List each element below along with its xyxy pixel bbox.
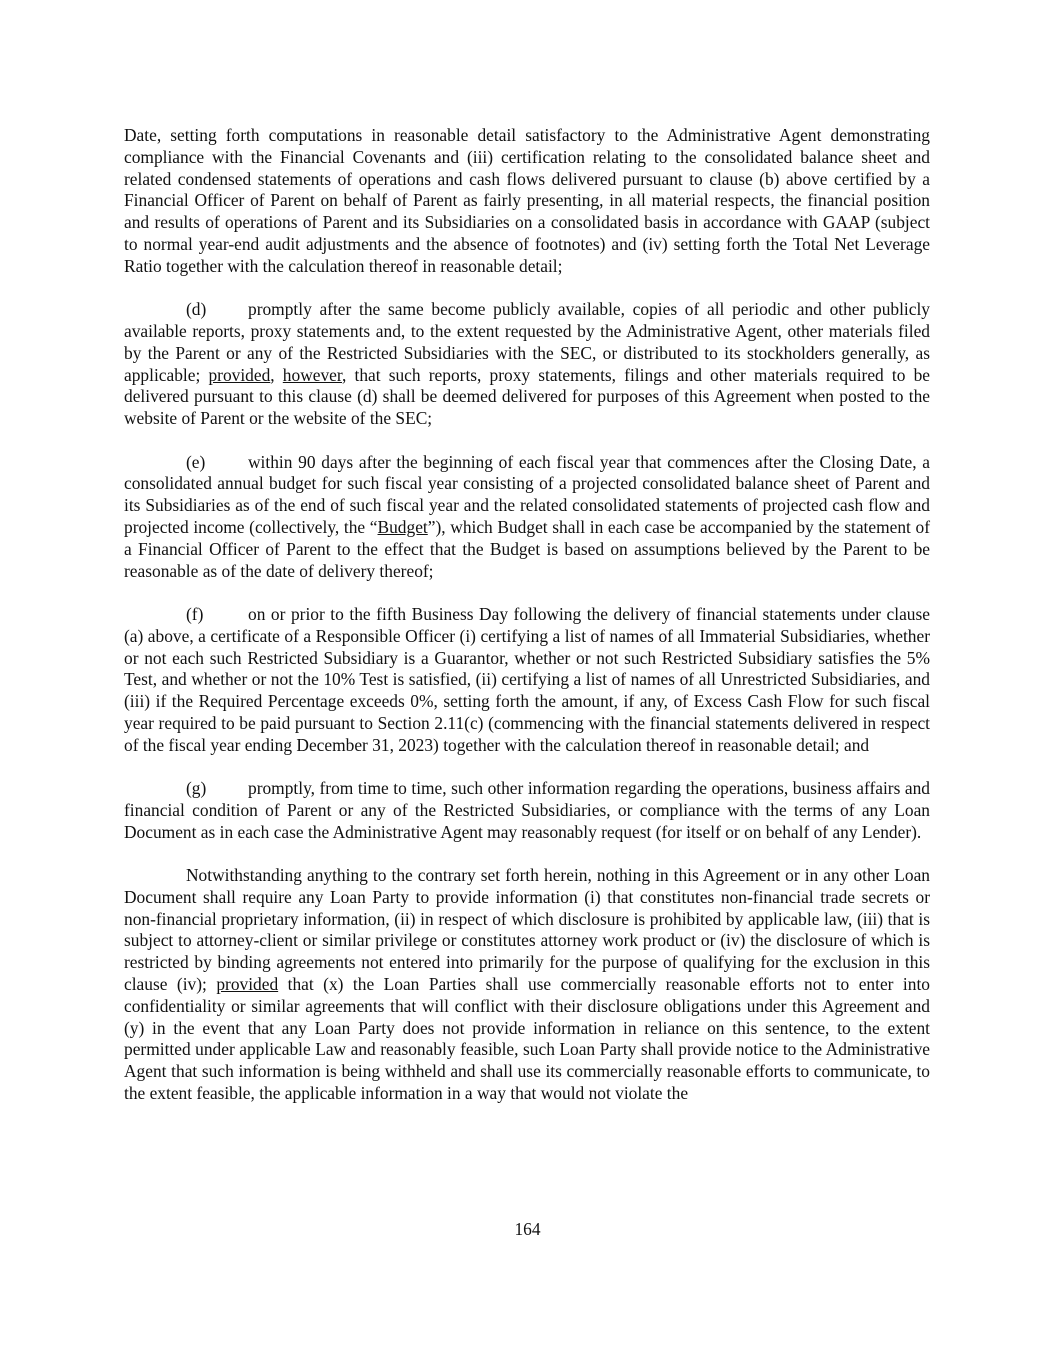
paragraph-clause-e	[124, 452, 930, 583]
clause-label-g: (g)	[186, 778, 207, 799]
page-number: 164	[514, 1219, 541, 1239]
paragraph-notwithstanding	[124, 865, 930, 1105]
paragraph-clause-f	[124, 604, 930, 757]
clause-d-separator: ,	[270, 364, 283, 385]
clause-e-text-1: within 90 days after the beginning of each fiscal year that commences after the Closing Date, a consolidated annual budget for such fiscal year consisting of a projected consolidated balance sheet of Parent and its Subsidiaries as of the end of such fiscal year and the related consolidated statements of projected cash flow and projected income (collectively, the “	[124, 451, 930, 537]
clause-d-text-1: promptly after the same become publicly available, copies of all periodic and other publicly available reports, proxy statements and, to the extent requested by the Administrative Agent, other materials filed by the Parent or any of the Restricted Subsidiaries with the SEC, or distributed to its stockholders generally, as applicable;	[124, 299, 930, 385]
paragraph-continuation	[124, 125, 930, 278]
clause-e-text-2: ”), which Budget shall in each case be accompanied by the statement of a Financial Officer of Parent to the effect that the Budget is based on assumptions believed by the Parent to be reasonable as of the date of delivery thereof;	[124, 516, 931, 581]
underlined-term-provided: provided	[208, 364, 271, 385]
notwithstanding-text-2: that (x) the Loan Parties shall use commercially reasonable efforts not to enter into confidentiality or similar agreements that will conflict with their disclosure obligations under this Agreement and (y) in the event that any Loan Party does not provide information in reliance on this sentence, to the extent permitted under applicable Law and reasonably feasible, such Loan Party shall provide notice to the Administrative Agent that such information is being withheld and shall use its commercially reasonable efforts to communicate, to the extent feasible, the applicable information in a way that would not violate the	[124, 974, 930, 1104]
underlined-term-budget: Budget	[377, 516, 428, 537]
notwithstanding-text-1: Notwithstanding anything to the contrary set forth herein, nothing in this Agreement or in any other Loan Document shall require any Loan Party to provide information (i) that constitutes non-financial trade secrets or non-financial proprietary information, (ii) in respect of which disclosure is prohibited by applicable law, (iii) that is subject to attorney-client or similar privilege or constitutes attorney work product or (iv) the disclosure of which is restricted by binding agreements not entered into primarily for the purpose of qualifying for the exclusion in this clause (iv);	[124, 865, 930, 995]
underlined-term-provided-2: provided	[216, 974, 279, 995]
clause-f-text: on or prior to the fifth Business Day following the delivery of financial statements under clause (a) above, a certificate of a Responsible Officer (i) certifying a list of names of all Immaterial Subsidiaries, whether or not each such Restricted Subsidiary is a Guarantor, whether or not such Restricted Subsidiary satisfies the 5% Test, and whether or not the 10% Test is satisfied, (ii) certifying a list of names of all Unrestricted Subsidiaries, and (iii) if the Required Percentage exceeds 0%, setting forth the amount, if any, of Excess Cash Flow for such fiscal year required to be paid pursuant to Section 2.11(c) (commencing with the financial statements delivered in respect of the fiscal year ending December 31, 2023) together with the calculation thereof in reasonable detail; and	[124, 603, 930, 755]
clause-d-text-2: , that such reports, proxy statements, filings and other materials required to be delivered pursuant to this clause (d) shall be deemed delivered for purposes of this Agreement when posted to the website of Parent or the website of the SEC;	[124, 364, 930, 429]
clause-label-e: (e)	[186, 451, 206, 472]
clause-label-f: (f)	[186, 603, 204, 624]
clause-label-d: (d)	[186, 299, 207, 320]
paragraph-clause-d	[124, 299, 930, 430]
paragraph-clause-g	[124, 778, 930, 843]
paragraph-continuation-text: Date, setting forth computations in reasonable detail satisfactory to the Administrative Agent demonstrating compliance with the Financial Covenants and (iii) certification relating to the consolidated balance sheet and related condensed statements of operations and cash flows delivered pursuant to clause (b) above certified by a Financial Officer of Parent on behalf of Parent as fairly presenting, in all material respects, the financial position and results of operations of Parent and its Subsidiaries on a consolidated basis in accordance with GAAP (subject to normal year-end audit adjustments and the absence of footnotes) and (iv) setting forth the Total Net Leverage Ratio together with the calculation thereof in reasonable detail;	[124, 125, 930, 276]
clause-g-text: promptly, from time to time, such other information regarding the operations, business affairs and financial condition of Parent or any of the Restricted Subsidiaries, or compliance with the terms of any Loan Document as in each case the Administrative Agent may reasonably request (for itself or on behalf of any Lender).	[124, 778, 930, 842]
document-page	[124, 125, 930, 1126]
underlined-term-however: however	[282, 364, 342, 385]
